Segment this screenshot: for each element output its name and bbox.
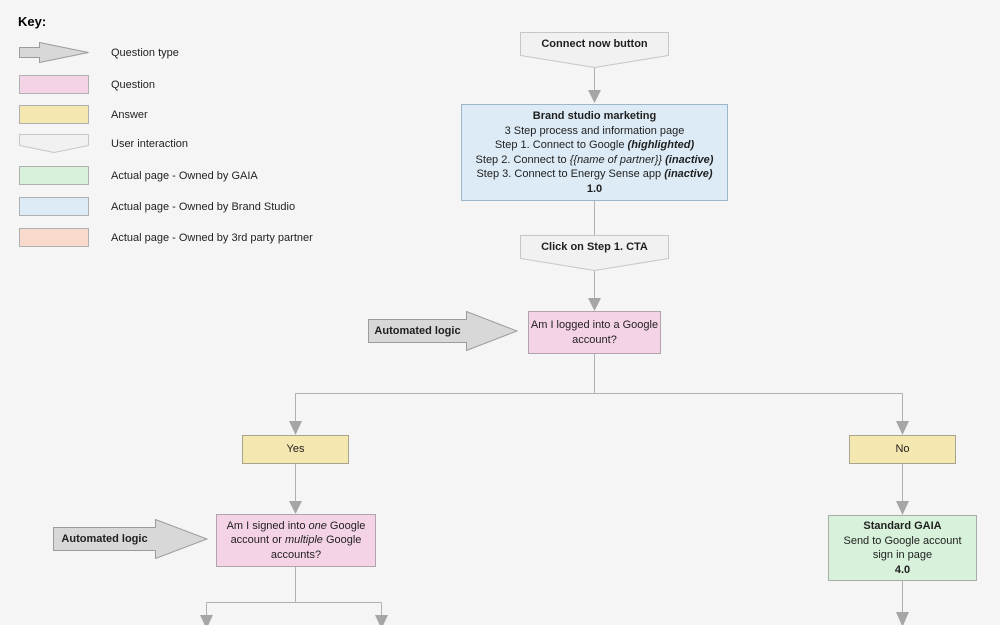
key-title: Key: bbox=[18, 14, 47, 29]
automated-logic-arrow-2 bbox=[53, 519, 208, 559]
key-item-label: Question type bbox=[111, 46, 179, 59]
standard-gaia-text: Standard GAIA Send to Google account sign in page 4.0 bbox=[843, 520, 962, 576]
connect-now-label: Connect now button bbox=[541, 38, 648, 50]
yes-label: Yes bbox=[286, 443, 305, 456]
google-login-question-node bbox=[528, 311, 661, 354]
brand-studio-marketing-text: Brand studio marketing 3 Step process and information page Step 1. Connect to Google (highlighted) Step 2. Connect to {{name of partner}} (inactive) Step 3. Connect to Energy Sense app (inactive) 1.0 bbox=[475, 110, 714, 195]
account-count-question-node bbox=[216, 514, 376, 567]
key-item-label: Actual page - Owned by 3rd party partner bbox=[111, 231, 313, 244]
yes-answer-node bbox=[242, 435, 349, 464]
no-answer-node bbox=[849, 435, 956, 464]
key-item-label: Question bbox=[111, 78, 156, 91]
key-item-label: Answer bbox=[111, 108, 148, 121]
key-item-label: Actual page - Owned by GAIA bbox=[111, 169, 258, 182]
google-login-question-text: Am I logged into a Google account? bbox=[530, 319, 659, 346]
no-label: No bbox=[895, 443, 910, 456]
click-step1-cta-node bbox=[520, 235, 669, 271]
key-item-label: User interaction bbox=[111, 137, 189, 150]
account-count-question-text: Am I signed into one Google account or multiple Google accounts? bbox=[226, 519, 366, 561]
automated-logic-label: Automated logic bbox=[61, 533, 148, 545]
standard-gaia-node bbox=[828, 515, 977, 581]
automated-logic-arrow-1 bbox=[368, 311, 518, 351]
connect-now-node bbox=[520, 32, 669, 68]
automated-logic-label: Automated logic bbox=[374, 325, 461, 337]
brand-studio-marketing-node bbox=[461, 104, 728, 201]
key-item-label: Actual page - Owned by Brand Studio bbox=[111, 200, 296, 213]
click-step1-cta-label: Click on Step 1. CTA bbox=[541, 241, 648, 253]
